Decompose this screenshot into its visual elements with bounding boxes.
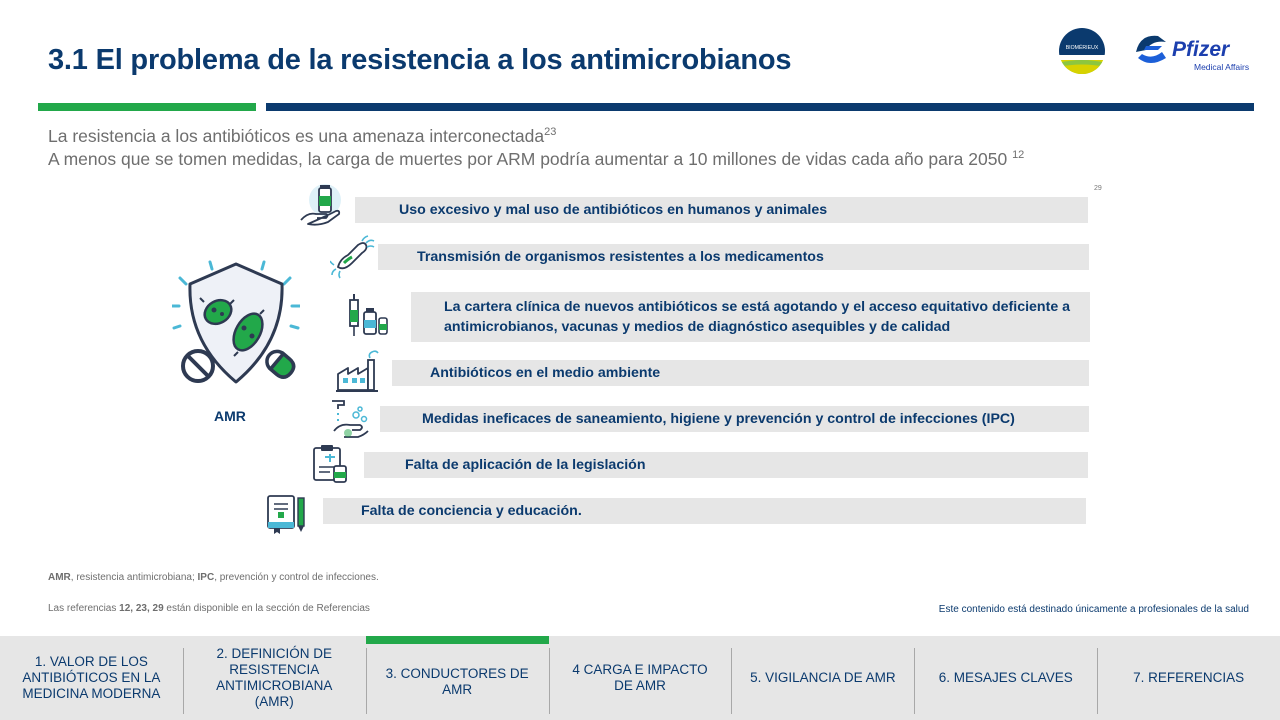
clipboard-law-icon: [310, 442, 356, 488]
factory-icon: [334, 350, 380, 396]
pfizer-logo: [1132, 28, 1256, 76]
nav-tab-definicion[interactable]: 2. DEFINICIÓN DE RESISTENCIA ANTIMICROBIANA (AMR): [183, 636, 366, 720]
driver-transmission: Transmisión de organismos resistentes a los medicamentos: [378, 244, 1089, 270]
subtitle-line-2: A menos que se tomen medidas, la carga de muertes por ARM podría aumentar a 10 millones de vidas cada año para 2050 $^{12}$: [48, 149, 1025, 169]
nav-tab-carga[interactable]: 4 CARGA E IMPACTO DE AMR: [549, 636, 732, 720]
driver-sanitation: Medidas ineficaces de saneamiento, higiene y prevención y control de infecciones (IPC): [380, 406, 1089, 432]
nav-tab-conductores[interactable]: 3. CONDUCTORES DE AMR: [366, 636, 549, 720]
references-note: Las referencias 12, 23, 29 están disponible en la sección de Referencias: [48, 603, 370, 614]
driver-overuse: Uso excesivo y mal uso de antibióticos en humanos y animales: [355, 197, 1088, 223]
biomerieux-logo: [1058, 27, 1106, 75]
nav-tab-valor[interactable]: 1. VALOR DE LOS ANTIBIÓTICOS EN LA MEDICINA MODERNA: [22, 654, 161, 701]
hand-medicine-icon: [298, 182, 344, 228]
title-underline-green: [38, 103, 256, 111]
disclaimer: Este contenido está destinado únicamente a profesionales de la salud: [938, 604, 1249, 615]
nav-tab-mensajes[interactable]: 6. MESAJES CLAVES: [914, 636, 1097, 720]
svg-text:Medical Affairs: Medical Affairs: [1194, 62, 1250, 72]
page-title: 3.1 El problema de la resistencia a los antimicrobianos: [48, 44, 792, 76]
vaccine-vials-icon: [344, 292, 390, 338]
bacteria-icon: [330, 233, 376, 279]
svg-text:Pfizer: Pfizer: [1172, 38, 1230, 61]
handwashing-icon: [326, 397, 372, 443]
amr-label: AMR: [214, 408, 246, 424]
nav-tab-referencias[interactable]: 7. REFERENCIAS: [1097, 636, 1280, 720]
svg-text:BIOMÉRIEUX: BIOMÉRIEUX: [1065, 45, 1099, 51]
abbreviations-note: AMR, resistencia antimicrobiana; IPC, prevención y control de infecciones.: [48, 572, 379, 583]
section-nav: [0, 636, 1280, 720]
amr-shield-icon: [172, 258, 300, 390]
title-underline-blue: [266, 103, 1254, 111]
nav-tab-vigilancia[interactable]: 5. VIGILANCIA DE AMR: [731, 636, 914, 720]
book-education-icon: [264, 490, 310, 536]
reference-number: 29: [1094, 185, 1102, 192]
driver-pipeline: La cartera clínica de nuevos antibióticos se está agotando y el acceso equitativo deficiente a antimicrobianos, vacunas y medios de diagnóstico asequibles y de calidad: [411, 292, 1090, 342]
driver-legislation: Falta de aplicación de la legislación: [364, 452, 1088, 478]
driver-environment: Antibióticos en el medio ambiente: [392, 360, 1089, 386]
subtitle-line-1: La resistencia a los antibióticos es una amenaza interconectada$^{23}$: [48, 126, 557, 146]
driver-awareness: Falta de conciencia y educación.: [323, 498, 1086, 524]
